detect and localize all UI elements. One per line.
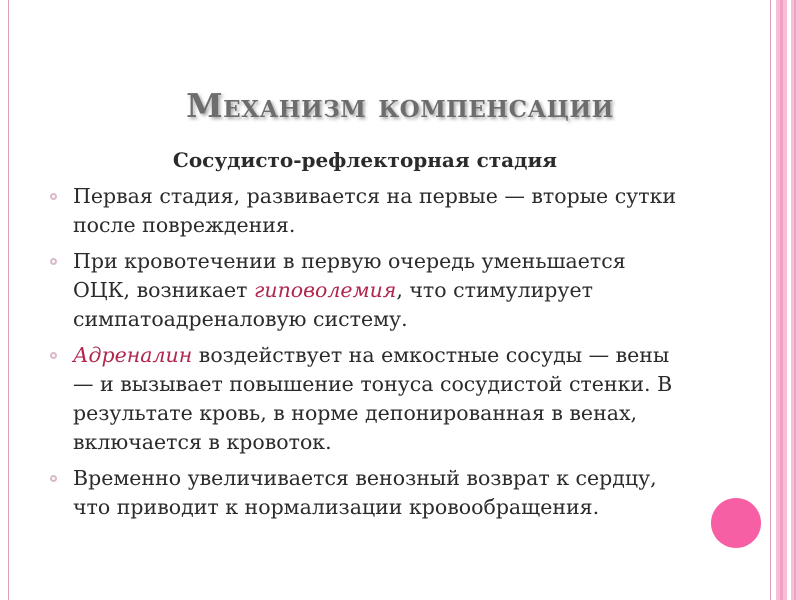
bullet-text: При кровотечении в первую очередь уменьшается ОЦК, возникает — [73, 249, 626, 302]
decorative-circle — [711, 498, 761, 548]
bullet-icon — [50, 352, 57, 359]
bullet-icon — [50, 193, 57, 200]
emphasis-term: Адреналин — [73, 343, 193, 367]
bullet-icon — [50, 475, 57, 482]
bullet-item — [47, 464, 687, 522]
bullet-icon — [50, 258, 57, 265]
bullet-text: Временно увеличивается венозный возврат к сердцу, что приводит к нормализации кровообращения. — [73, 466, 657, 519]
bullet-list — [47, 182, 687, 529]
bullet-text: Первая стадия, развивается на первые — вторые сутки после повреждения. — [73, 184, 677, 237]
bullet-item — [47, 341, 687, 457]
bullet-item — [47, 247, 687, 334]
slide-title: Механизм компенсации — [186, 86, 614, 125]
slide-subtitle: Сосудисто-рефлекторная стадия — [172, 148, 558, 172]
bullet-text: , что стимулирует симпатоадреналовую систему. — [73, 278, 593, 331]
bullet-item — [47, 182, 687, 240]
emphasis-term: гиповолемия — [254, 278, 397, 302]
bullet-text: воздействует на емкостные сосуды — вены — и вызывает повышение тонуса сосудистой стенки. В результате кровь, в норме депонированная в венах, включается в кровоток. — [73, 343, 673, 454]
